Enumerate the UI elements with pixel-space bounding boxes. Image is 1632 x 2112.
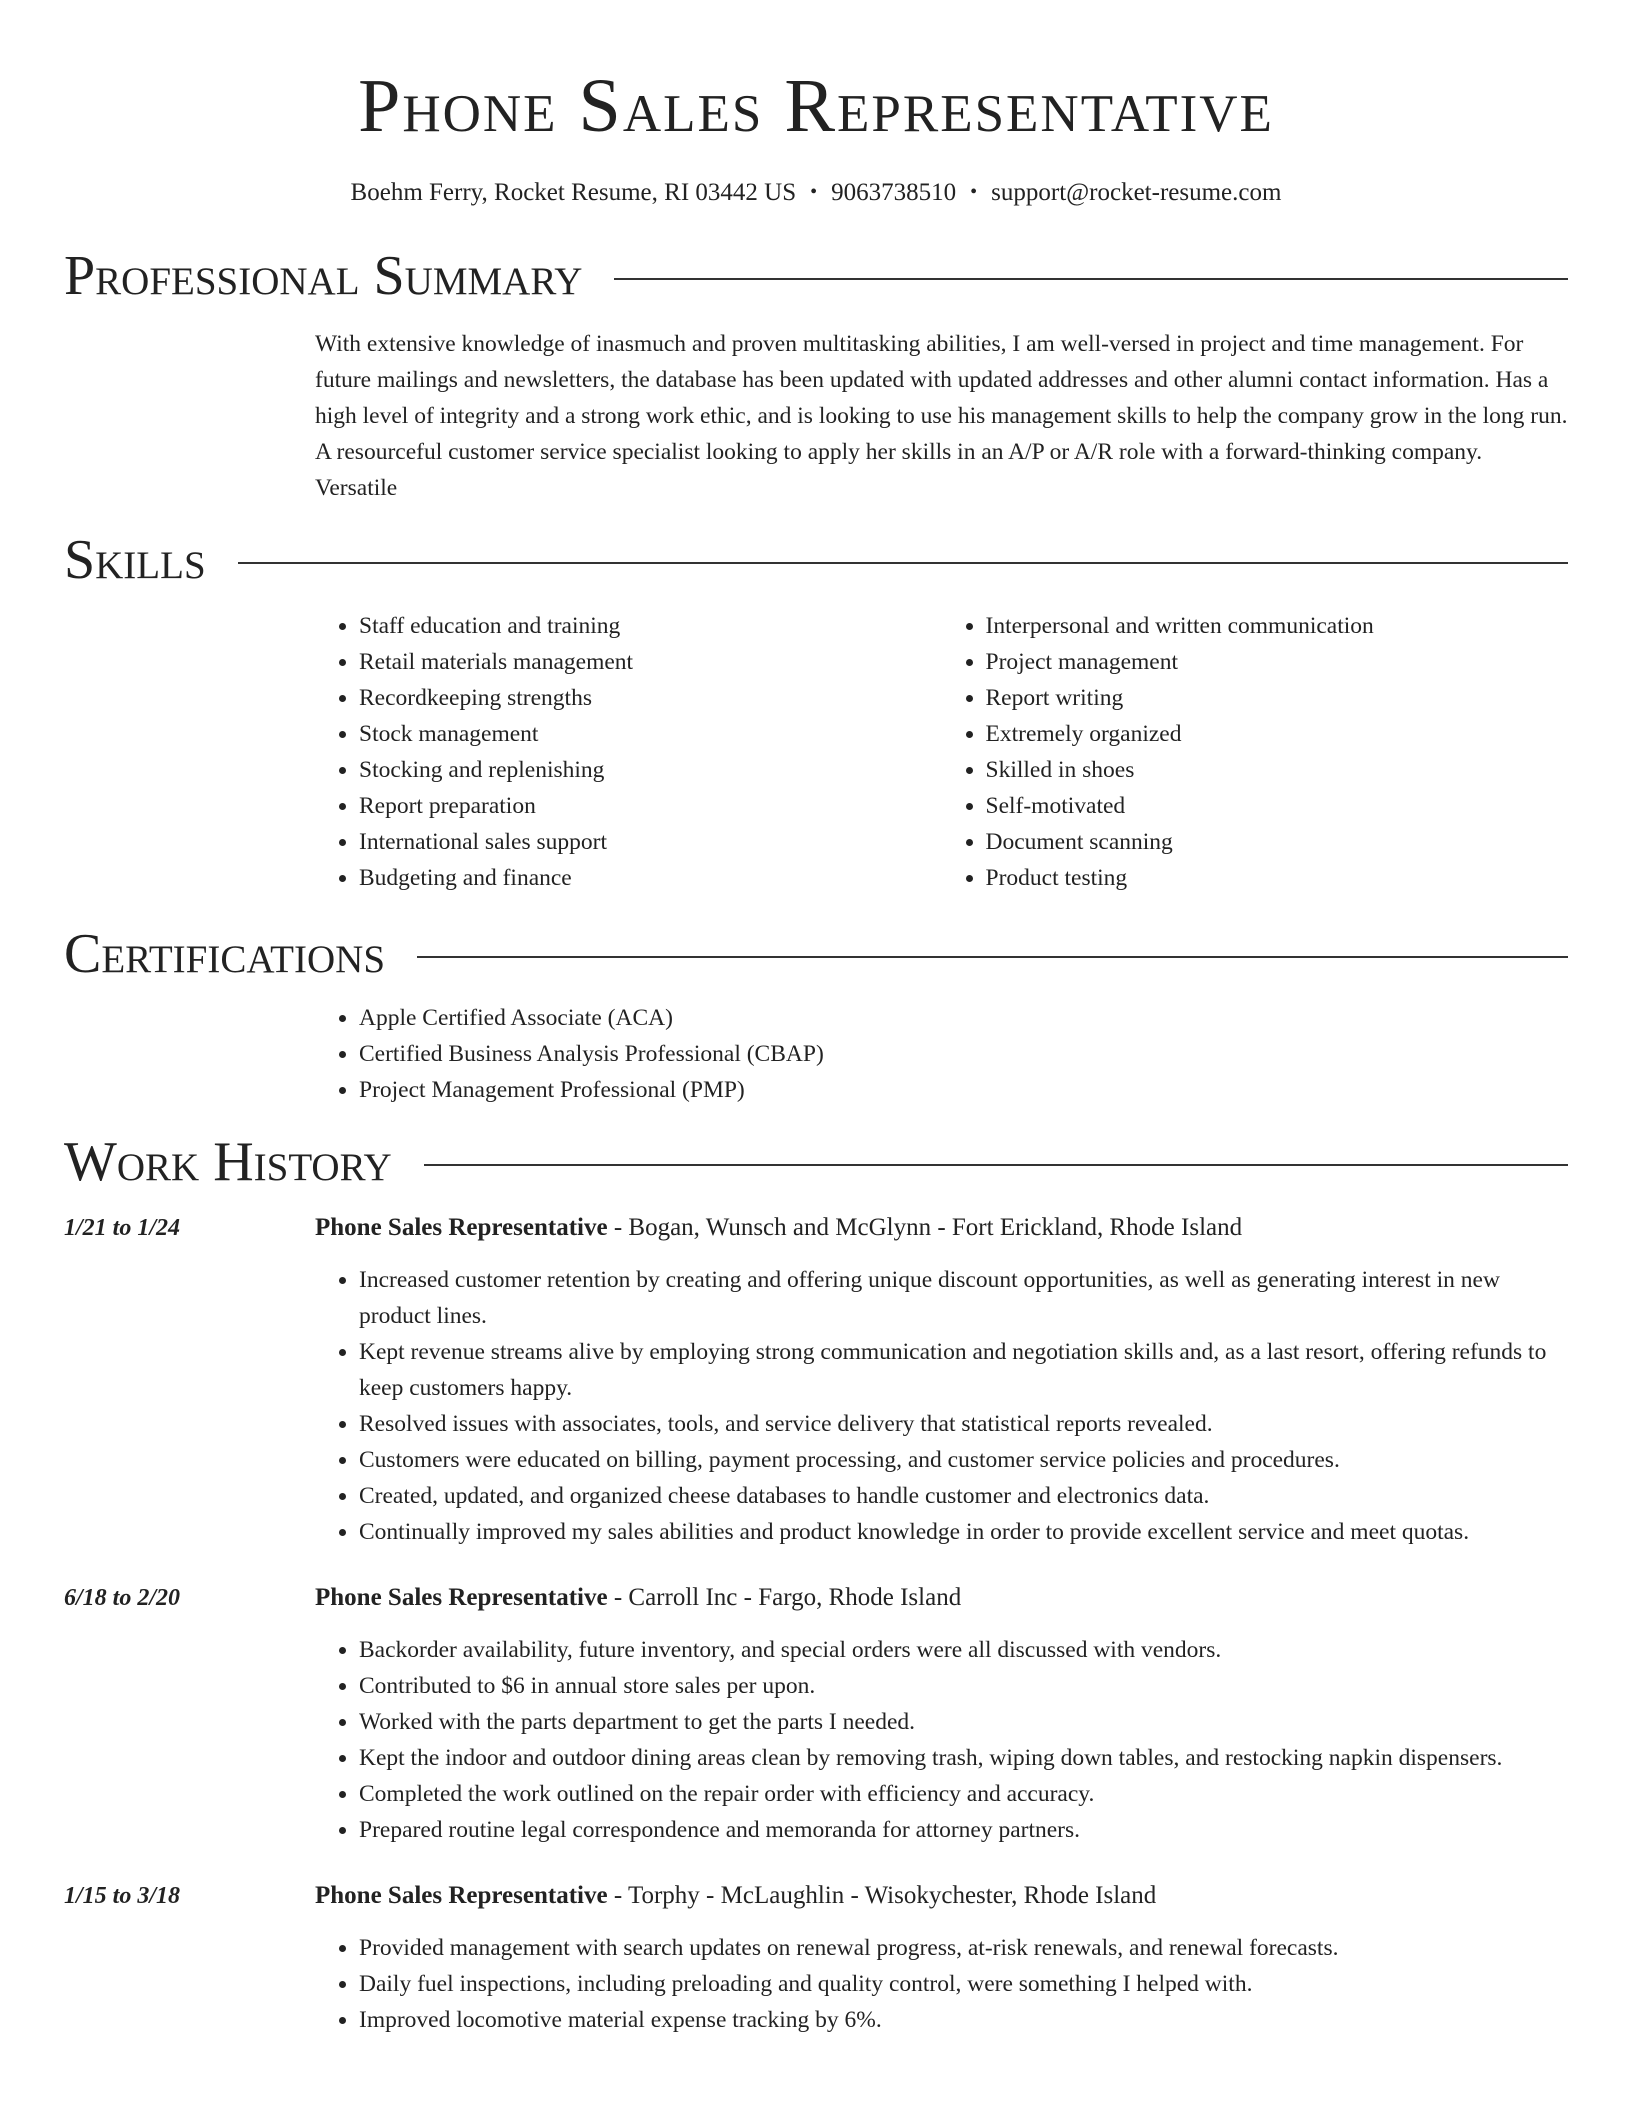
job-bullet: • Completed the work outlined on the repair order with efficiency and accuracy.	[359, 1776, 1568, 1812]
job-entry	[64, 1210, 1568, 1550]
skills-right-column	[942, 608, 1569, 896]
job-bullet: • Kept the indoor and outdoor dining areas clean by removing trash, wiping down tables, and restocking napkin dispensers.	[359, 1740, 1568, 1776]
job-bullet: • Resolved issues with associates, tools, and service delivery that statistical reports revealed.	[359, 1406, 1568, 1442]
job-title-line	[315, 1210, 1568, 1246]
job-dates: 1/21 to 1/24	[64, 1215, 181, 1241]
skill-item: • Report writing	[986, 680, 1569, 716]
skill-item: • Budgeting and finance	[359, 860, 942, 896]
job-bullets	[315, 1632, 1568, 1848]
job-bullet: • Provided management with search updates on renewal progress, at-risk renewals, and renewal forecasts.	[359, 1930, 1568, 1966]
summary-heading: Professional Summary	[64, 245, 583, 307]
job-entry	[64, 1878, 1568, 2038]
summary-text: With extensive knowledge of inasmuch and proven multitasking abilities, I am well-versed in project and time management. For future mailings and newsletters, the database has been updated with updated addresses and other alumni contact information. Has a high level of integrity and a strong work ethic, and is looking to use his management skills to help the company grow in the long run. A resourceful customer service specialist looking to apply her skills in an A/P or A/R role with a forward-thinking company. Versatile	[315, 331, 1568, 501]
skill-item: • Interpersonal and written communication	[986, 608, 1569, 644]
skill-item: • International sales support	[359, 824, 942, 860]
skills-section-header	[64, 529, 1568, 591]
job-bullets	[315, 1930, 1568, 2038]
page-title: Phone Sales Representative	[358, 64, 1274, 148]
section-divider	[417, 956, 1568, 958]
job-dates: 6/18 to 2/20	[64, 1585, 181, 1611]
job-employer: - Torphy - McLaughlin - Wisokychester, Rhode Island	[607, 1882, 1157, 1909]
job-body	[315, 1878, 1568, 2038]
job-dates: 1/15 to 3/18	[64, 1883, 181, 1909]
job-bullet: • Kept revenue streams alive by employing strong communication and negotiation skills and, as a last resort, offering refunds to keep customers happy.	[359, 1334, 1568, 1406]
skill-item: • Report preparation	[359, 788, 942, 824]
job-bullet: • Worked with the parts department to get the parts I needed.	[359, 1704, 1568, 1740]
contact-line	[64, 178, 1568, 208]
certifications-section-header	[64, 923, 1568, 985]
section-divider	[424, 1164, 1568, 1166]
skill-item: • Stocking and replenishing	[359, 752, 942, 788]
job-role: Phone Sales Representative	[315, 1584, 608, 1611]
job-bullet: • Improved locomotive material expense tracking by 6%.	[359, 2002, 1568, 2038]
skills-heading: Skills	[64, 529, 206, 591]
skill-item: • Document scanning	[986, 824, 1569, 860]
skills-left-column	[315, 608, 942, 896]
certifications-list	[315, 1000, 1568, 1108]
job-bullet: • Contributed to $6 in annual store sales per upon.	[359, 1668, 1568, 1704]
skills-list	[315, 608, 1568, 896]
certifications-bullets	[315, 1000, 1568, 1108]
job-employer: - Carroll Inc - Fargo, Rhode Island	[607, 1584, 962, 1611]
job-body	[315, 1580, 1568, 1848]
section-divider	[614, 278, 1568, 280]
work-history-section-header	[64, 1131, 1568, 1193]
skill-item: • Product testing	[986, 860, 1569, 896]
contact-phone: 9063738510	[831, 179, 957, 206]
job-bullet: • Continually improved my sales abilities and product knowledge in order to provide excellent service and meet quotas.	[359, 1514, 1568, 1550]
certifications-heading: Certifications	[64, 923, 386, 985]
job-role: Phone Sales Representative	[315, 1882, 608, 1909]
job-bullet: • Daily fuel inspections, including preloading and quality control, were something I helped with.	[359, 1966, 1568, 2002]
job-title-line	[315, 1580, 1568, 1616]
job-title-line	[315, 1878, 1568, 1914]
job-bullet: • Customers were educated on billing, payment processing, and customer service policies and procedures.	[359, 1442, 1568, 1478]
section-divider	[238, 562, 1568, 564]
certification-item: • Project Management Professional (PMP)	[359, 1072, 1568, 1108]
summary-section-header	[64, 245, 1568, 307]
job-body	[315, 1210, 1568, 1550]
certification-item: • Apple Certified Associate (ACA)	[359, 1000, 1568, 1036]
job-bullet: • Backorder availability, future inventory, and special orders were all discussed with vendors.	[359, 1632, 1568, 1668]
work-history-heading: Work History	[64, 1131, 392, 1193]
certification-item: • Certified Business Analysis Professional (CBAP)	[359, 1036, 1568, 1072]
skill-item: • Extremely organized	[986, 716, 1569, 752]
job-bullet: • Prepared routine legal correspondence and memoranda for attorney partners.	[359, 1812, 1568, 1848]
job-entry	[64, 1580, 1568, 1848]
job-role: Phone Sales Representative	[315, 1214, 608, 1241]
skill-item: • Self-motivated	[986, 788, 1569, 824]
skill-item: • Skilled in shoes	[986, 752, 1569, 788]
skill-item: • Recordkeeping strengths	[359, 680, 942, 716]
skill-item: • Retail materials management	[359, 644, 942, 680]
skill-item: • Project management	[986, 644, 1569, 680]
contact-separator: •	[970, 181, 978, 203]
contact-email: support@rocket-resume.com	[991, 179, 1282, 206]
job-bullet: • Increased customer retention by creating and offering unique discount opportunities, as well as generating interest in new product lines.	[359, 1262, 1568, 1334]
job-employer: - Bogan, Wunsch and McGlynn - Fort Erickland, Rhode Island	[607, 1214, 1243, 1241]
job-bullets	[315, 1262, 1568, 1550]
skill-item: • Stock management	[359, 716, 942, 752]
contact-address: Boehm Ferry, Rocket Resume, RI 03442 US	[350, 179, 797, 206]
job-bullet: • Created, updated, and organized cheese databases to handle customer and electronics data.	[359, 1478, 1568, 1514]
skill-item: • Staff education and training	[359, 608, 942, 644]
contact-separator: •	[810, 181, 818, 203]
